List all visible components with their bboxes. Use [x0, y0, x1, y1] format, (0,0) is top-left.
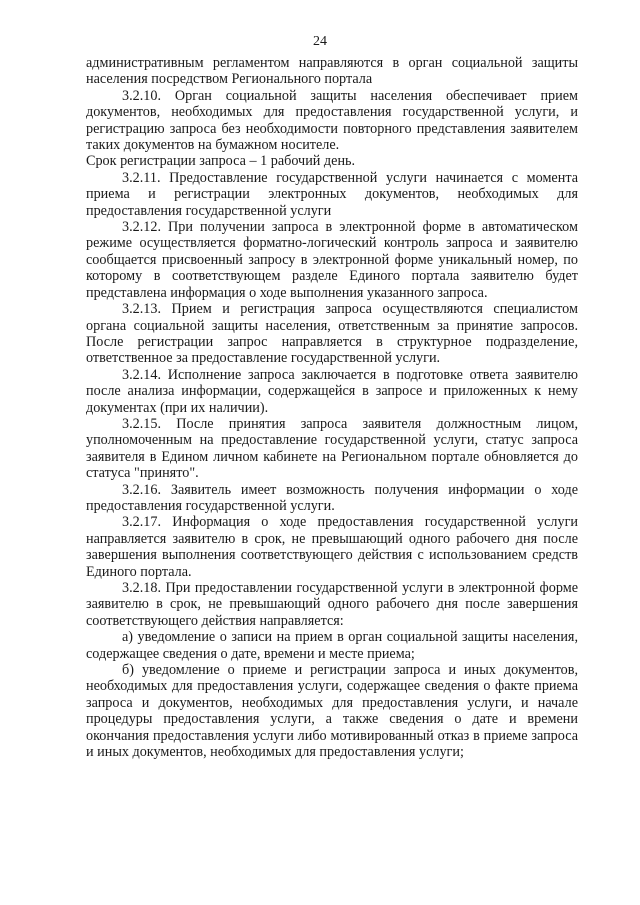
page-number: 24: [313, 34, 327, 49]
paragraph-registration-term: Срок регистрации запроса – 1 рабочий день.: [86, 153, 356, 170]
paragraph-3-2-10: 3.2.10. Орган социальной защиты населения обеспечивает прием документов, необходимых для предоставления государственной услуги, и регистрацию запроса без необходимости повторного представления заявителем таких документов на бумажном носителе.: [86, 87, 578, 154]
paragraph-3-2-13: 3.2.13. Прием и регистрация запроса осуществляются специалистом органа социальной защиты населения, ответственным за принятие запросов. После регистрации запрос направляется в структурное подразделение, ответственное за предоставление государственной услуги.: [86, 301, 578, 367]
paragraph-3-2-16: 3.2.16. Заявитель имеет возможность получения информации о ходе предоставления государственной услуги.: [86, 481, 578, 514]
list-item-a: а) уведомление о записи на прием в орган социальной защиты населения, содержащее сведения о дате, времени и месте приема;: [86, 629, 578, 662]
paragraph-intro-continuation: административным регламентом направляются в орган социальной защиты населения посредством Регионального портала: [86, 55, 578, 88]
paragraph-3-2-14: 3.2.14. Исполнение запроса заключается в подготовке ответа заявителю после анализа информации, содержащейся в запросе и приложенных к нему документах (при их наличии).: [86, 366, 578, 416]
paragraph-3-2-17: 3.2.17. Информация о ходе предоставления государственной услуги направляется заявителю в срок, не превышающий одного рабочего дня после завершения выполнения соответствующего действия с использованием средств Единого портала.: [86, 514, 578, 580]
document-body: [86, 55, 578, 760]
paragraph-3-2-12: 3.2.12. При получении запроса в электронной форме в автоматическом режиме осуществляется форматно-логический контроль запроса и заявителю сообщается присвоенный запросу в электронной форме уникальный номер, по которому в соответствующем разделе Единого портала заявителю будет представлена информация о ходе выполнения указанного запроса.: [86, 219, 578, 301]
paragraph-3-2-15: 3.2.15. После принятия запроса заявителя должностным лицом, уполномоченным на предоставление государственной услуги, статус запроса заявителя в Едином личном кабинете на Региональном портале обновляется до статуса "принято".: [86, 415, 578, 482]
paragraph-3-2-18: 3.2.18. При предоставлении государственной услуги в электронной форме заявителю в срок, не превышающий одного рабочего дня после завершения соответствующего действия направляется:: [86, 580, 578, 629]
paragraph-3-2-11: 3.2.11. Предоставление государственной услуги начинается с момента приема и регистрации электронных документов, необходимых для предоставления государственной услуги: [86, 169, 578, 219]
list-item-b: б) уведомление о приеме и регистрации запроса и иных документов, необходимых для предоставления услуги, содержащее сведения о факте приема запроса и документов, необходимых для предоставления услуги, и начале процедуры предоставления услуги, а также сведения о дате и времени окончания предоставления услуги либо мотивированный отказ в приеме запроса и иных документов, необходимых для предоставления услуги;: [86, 662, 578, 761]
